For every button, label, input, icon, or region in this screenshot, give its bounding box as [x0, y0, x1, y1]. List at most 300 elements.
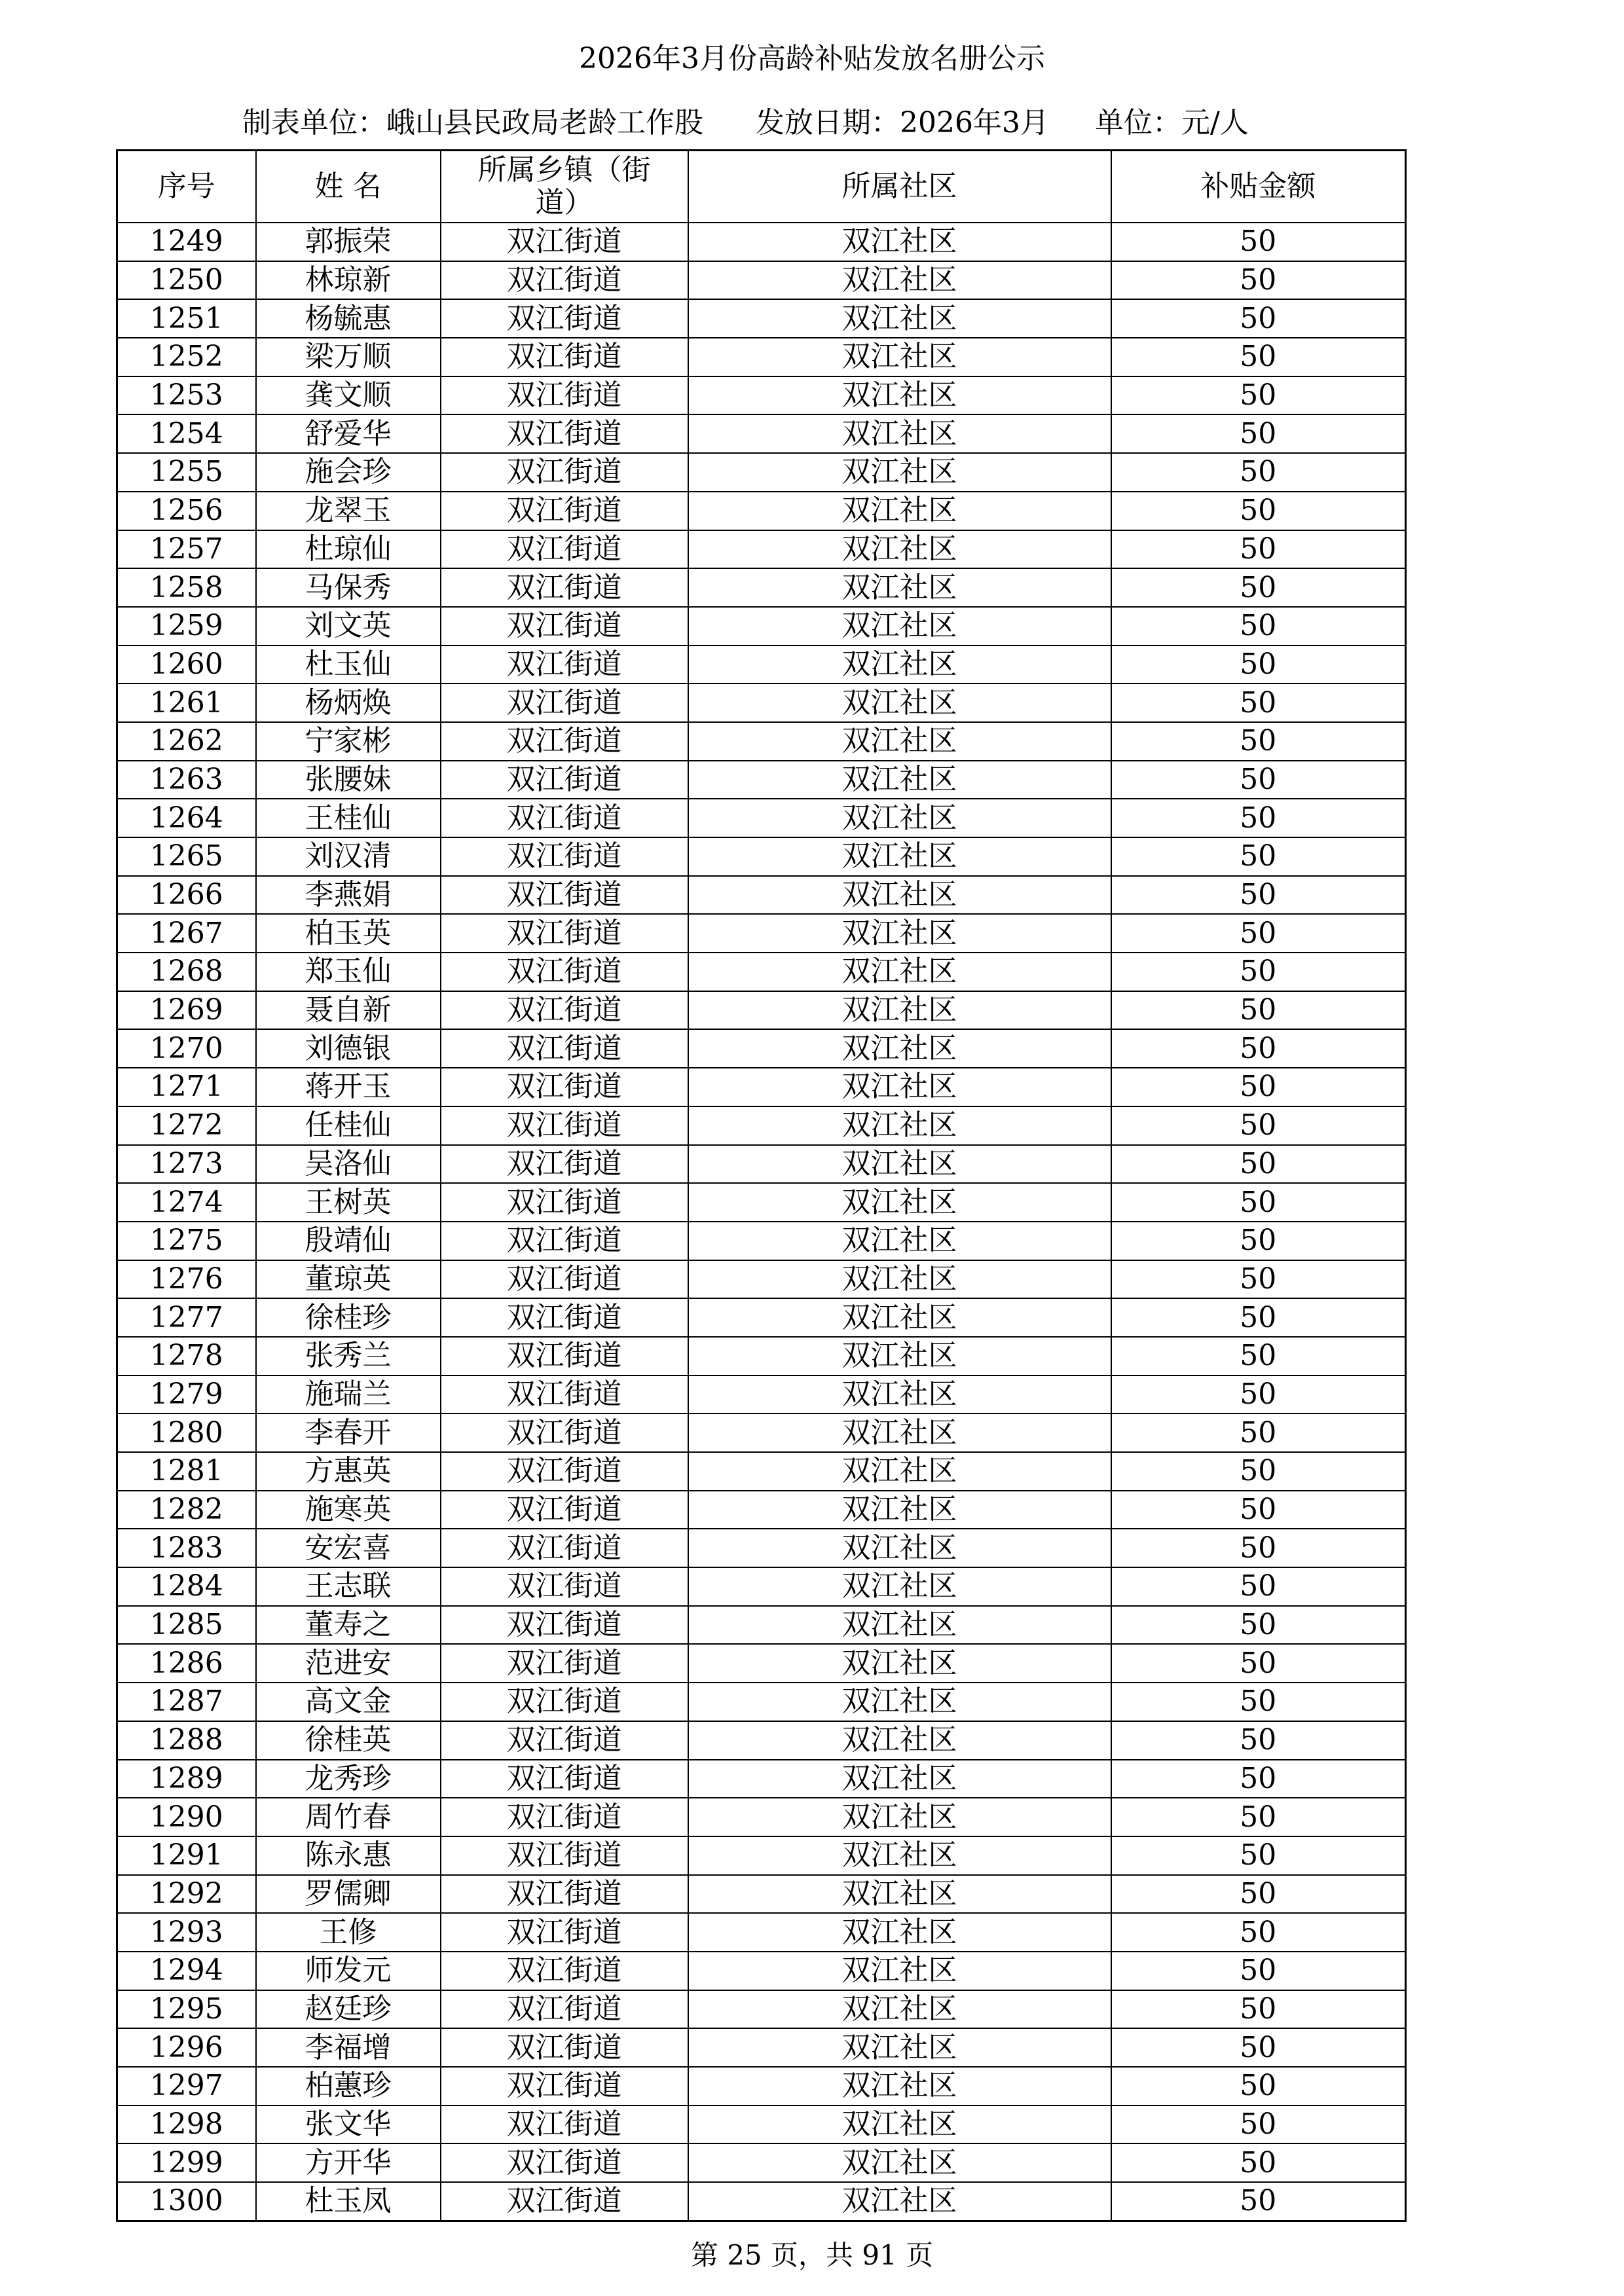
- table-row: [117, 299, 1406, 338]
- table-body: [117, 223, 1406, 2221]
- cell-amount: 50: [1111, 1260, 1406, 1299]
- cell-community: 双江社区: [688, 1260, 1111, 1299]
- cell-township: 双江街道: [441, 1644, 688, 1683]
- cell-name: 赵廷珍: [256, 1990, 441, 2029]
- cell-amount: 50: [1111, 1875, 1406, 1914]
- cell-community: 双江社区: [688, 1452, 1111, 1491]
- header-seq: 序号: [117, 151, 256, 223]
- table-row: [117, 1990, 1406, 2029]
- cell-community: 双江社区: [688, 1952, 1111, 1990]
- cell-township: 双江街道: [441, 876, 688, 915]
- cell-name: 高文金: [256, 1683, 441, 1721]
- cell-seq: 1281: [117, 1452, 256, 1491]
- cell-community: 双江社区: [688, 953, 1111, 991]
- cell-name: 杨炳焕: [256, 683, 441, 722]
- cell-seq: 1297: [117, 2067, 256, 2105]
- cell-seq: 1280: [117, 1413, 256, 1452]
- cell-township: 双江街道: [441, 1337, 688, 1376]
- table-row: [117, 1298, 1406, 1337]
- cell-name: 郑玉仙: [256, 953, 441, 991]
- table-row: [117, 1836, 1406, 1875]
- cell-community: 双江社区: [688, 1836, 1111, 1875]
- header-community: 所属社区: [688, 151, 1111, 223]
- cell-community: 双江社区: [688, 1376, 1111, 1414]
- cell-township: 双江街道: [441, 492, 688, 530]
- cell-amount: 50: [1111, 492, 1406, 530]
- table-row: [117, 1529, 1406, 1567]
- cell-amount: 50: [1111, 722, 1406, 761]
- cell-seq: 1293: [117, 1913, 256, 1952]
- cell-township: 双江街道: [441, 607, 688, 646]
- cell-seq: 1258: [117, 568, 256, 607]
- cell-community: 双江社区: [688, 261, 1111, 300]
- cell-seq: 1257: [117, 530, 256, 569]
- cell-name: 杜玉仙: [256, 646, 441, 684]
- cell-community: 双江社区: [688, 376, 1111, 415]
- table-row: [117, 1068, 1406, 1106]
- cell-township: 双江街道: [441, 799, 688, 837]
- cell-name: 刘德银: [256, 1029, 441, 1068]
- cell-amount: 50: [1111, 2143, 1406, 2182]
- cell-name: 张秀兰: [256, 1337, 441, 1376]
- cell-township: 双江街道: [441, 299, 688, 338]
- cell-township: 双江街道: [441, 223, 688, 261]
- table-row: [117, 223, 1406, 261]
- cell-seq: 1254: [117, 414, 256, 453]
- cell-community: 双江社区: [688, 914, 1111, 953]
- cell-name: 殷靖仙: [256, 1222, 441, 1260]
- table-row: [117, 1798, 1406, 1836]
- cell-seq: 1260: [117, 646, 256, 684]
- cell-township: 双江街道: [441, 1606, 688, 1645]
- cell-seq: 1261: [117, 683, 256, 722]
- cell-amount: 50: [1111, 837, 1406, 876]
- cell-community: 双江社区: [688, 338, 1111, 376]
- cell-community: 双江社区: [688, 1606, 1111, 1645]
- cell-seq: 1255: [117, 453, 256, 492]
- cell-community: 双江社区: [688, 1798, 1111, 1836]
- cell-township: 双江街道: [441, 2182, 688, 2221]
- cell-seq: 1268: [117, 953, 256, 991]
- cell-amount: 50: [1111, 223, 1406, 261]
- cell-township: 双江街道: [441, 1875, 688, 1914]
- cell-community: 双江社区: [688, 837, 1111, 876]
- cell-seq: 1275: [117, 1222, 256, 1260]
- page-number: 第 25 页，共 91 页: [690, 2239, 934, 2271]
- cell-amount: 50: [1111, 2182, 1406, 2221]
- cell-township: 双江街道: [441, 2143, 688, 2182]
- cell-community: 双江社区: [688, 568, 1111, 607]
- cell-amount: 50: [1111, 1029, 1406, 1068]
- cell-amount: 50: [1111, 2067, 1406, 2105]
- cell-township: 双江街道: [441, 1836, 688, 1875]
- table-row: [117, 761, 1406, 799]
- cell-name: 任桂仙: [256, 1106, 441, 1145]
- table-row: [117, 261, 1406, 300]
- cell-amount: 50: [1111, 568, 1406, 607]
- table-header-row: [117, 151, 1406, 223]
- cell-township: 双江街道: [441, 837, 688, 876]
- cell-township: 双江街道: [441, 414, 688, 453]
- table-row: [117, 2105, 1406, 2144]
- cell-amount: 50: [1111, 530, 1406, 569]
- cell-name: 王志联: [256, 1567, 441, 1606]
- cell-amount: 50: [1111, 1413, 1406, 1452]
- cell-name: 宁家彬: [256, 722, 441, 761]
- cell-community: 双江社区: [688, 223, 1111, 261]
- cell-amount: 50: [1111, 1337, 1406, 1376]
- cell-township: 双江街道: [441, 1567, 688, 1606]
- cell-name: 蒋开玉: [256, 1068, 441, 1106]
- cell-township: 双江街道: [441, 2028, 688, 2067]
- cell-township: 双江街道: [441, 1990, 688, 2029]
- cell-name: 马保秀: [256, 568, 441, 607]
- cell-name: 徐桂珍: [256, 1298, 441, 1337]
- cell-seq: 1290: [117, 1798, 256, 1836]
- document-title: 2026年3月份高龄补贴发放名册公示: [579, 42, 1045, 75]
- cell-township: 双江街道: [441, 1913, 688, 1952]
- cell-township: 双江街道: [441, 453, 688, 492]
- cell-amount: 50: [1111, 953, 1406, 991]
- table-row: [117, 991, 1406, 1030]
- cell-name: 郭振荣: [256, 223, 441, 261]
- cell-community: 双江社区: [688, 1298, 1111, 1337]
- table-row: [117, 1260, 1406, 1299]
- cell-township: 双江街道: [441, 1529, 688, 1567]
- cell-name: 刘汉清: [256, 837, 441, 876]
- cell-seq: 1278: [117, 1337, 256, 1376]
- table-row: [117, 1913, 1406, 1952]
- cell-name: 李燕娟: [256, 876, 441, 915]
- cell-township: 双江街道: [441, 991, 688, 1030]
- cell-township: 双江街道: [441, 261, 688, 300]
- cell-amount: 50: [1111, 1990, 1406, 2029]
- cell-seq: 1300: [117, 2182, 256, 2221]
- table-row: [117, 453, 1406, 492]
- cell-name: 柏蕙珍: [256, 2067, 441, 2105]
- table-row: [117, 1376, 1406, 1414]
- cell-name: 施瑞兰: [256, 1376, 441, 1414]
- cell-seq: 1271: [117, 1068, 256, 1106]
- cell-community: 双江社区: [688, 2182, 1111, 2221]
- cell-amount: 50: [1111, 1836, 1406, 1875]
- cell-township: 双江街道: [441, 2105, 688, 2144]
- cell-seq: 1274: [117, 1183, 256, 1222]
- cell-township: 双江街道: [441, 338, 688, 376]
- cell-community: 双江社区: [688, 1875, 1111, 1914]
- cell-seq: 1285: [117, 1606, 256, 1645]
- table-row: [117, 376, 1406, 415]
- cell-township: 双江街道: [441, 1952, 688, 1990]
- table-row: [117, 2028, 1406, 2067]
- cell-township: 双江街道: [441, 683, 688, 722]
- cell-township: 双江街道: [441, 1760, 688, 1798]
- cell-name: 张文华: [256, 2105, 441, 2144]
- cell-community: 双江社区: [688, 2143, 1111, 2182]
- cell-community: 双江社区: [688, 2067, 1111, 2105]
- cell-name: 王树英: [256, 1183, 441, 1222]
- cell-community: 双江社区: [688, 607, 1111, 646]
- table-row: [117, 1337, 1406, 1376]
- cell-community: 双江社区: [688, 1913, 1111, 1952]
- table-row: [117, 1222, 1406, 1260]
- cell-community: 双江社区: [688, 1567, 1111, 1606]
- cell-township: 双江街道: [441, 1222, 688, 1260]
- cell-township: 双江街道: [441, 646, 688, 684]
- cell-name: 范进安: [256, 1644, 441, 1683]
- cell-township: 双江街道: [441, 953, 688, 991]
- cell-seq: 1283: [117, 1529, 256, 1567]
- table-row: [117, 1875, 1406, 1914]
- cell-name: 李春开: [256, 1413, 441, 1452]
- cell-name: 龙秀珍: [256, 1760, 441, 1798]
- cell-seq: 1267: [117, 914, 256, 953]
- cell-name: 徐桂英: [256, 1721, 441, 1760]
- cell-amount: 50: [1111, 646, 1406, 684]
- cell-seq: 1266: [117, 876, 256, 915]
- cell-amount: 50: [1111, 1145, 1406, 1184]
- cell-community: 双江社区: [688, 799, 1111, 837]
- cell-amount: 50: [1111, 453, 1406, 492]
- cell-amount: 50: [1111, 1952, 1406, 1990]
- table-row: [117, 1952, 1406, 1990]
- table-row: [117, 1644, 1406, 1683]
- cell-seq: 1270: [117, 1029, 256, 1068]
- cell-township: 双江街道: [441, 1068, 688, 1106]
- cell-community: 双江社区: [688, 2105, 1111, 2144]
- table-row: [117, 953, 1406, 991]
- cell-amount: 50: [1111, 876, 1406, 915]
- cell-name: 施寒英: [256, 1491, 441, 1529]
- cell-name: 安宏喜: [256, 1529, 441, 1567]
- table-row: [117, 1183, 1406, 1222]
- cell-community: 双江社区: [688, 761, 1111, 799]
- cell-name: 刘文英: [256, 607, 441, 646]
- cell-community: 双江社区: [688, 1183, 1111, 1222]
- cell-community: 双江社区: [688, 1721, 1111, 1760]
- cell-township: 双江街道: [441, 1106, 688, 1145]
- cell-community: 双江社区: [688, 1413, 1111, 1452]
- cell-seq: 1277: [117, 1298, 256, 1337]
- table-row: [117, 1683, 1406, 1721]
- cell-amount: 50: [1111, 1491, 1406, 1529]
- cell-amount: 50: [1111, 799, 1406, 837]
- cell-township: 双江街道: [441, 1298, 688, 1337]
- cell-township: 双江街道: [441, 722, 688, 761]
- table-row: [117, 1721, 1406, 1760]
- cell-township: 双江街道: [441, 914, 688, 953]
- header-township: 所属乡镇（街道）: [441, 151, 688, 223]
- cell-township: 双江街道: [441, 761, 688, 799]
- cell-township: 双江街道: [441, 1452, 688, 1491]
- issuing-unit: 制表单位：峨山县民政局老龄工作股: [242, 106, 703, 139]
- table-row: [117, 338, 1406, 376]
- table-row: [117, 492, 1406, 530]
- cell-seq: 1272: [117, 1106, 256, 1145]
- table-row: [117, 1452, 1406, 1491]
- cell-amount: 50: [1111, 1376, 1406, 1414]
- cell-community: 双江社区: [688, 1529, 1111, 1567]
- table-row: [117, 683, 1406, 722]
- cell-seq: 1269: [117, 991, 256, 1030]
- cell-community: 双江社区: [688, 1760, 1111, 1798]
- table-row: [117, 914, 1406, 953]
- table-row: [117, 876, 1406, 915]
- cell-seq: 1292: [117, 1875, 256, 1914]
- cell-seq: 1249: [117, 223, 256, 261]
- cell-name: 杜琼仙: [256, 530, 441, 569]
- currency-unit: 单位：元/人: [1094, 106, 1249, 139]
- cell-township: 双江街道: [441, 1798, 688, 1836]
- cell-seq: 1262: [117, 722, 256, 761]
- cell-amount: 50: [1111, 683, 1406, 722]
- cell-amount: 50: [1111, 1183, 1406, 1222]
- cell-name: 师发元: [256, 1952, 441, 1990]
- cell-community: 双江社区: [688, 991, 1111, 1030]
- cell-seq: 1291: [117, 1836, 256, 1875]
- cell-amount: 50: [1111, 414, 1406, 453]
- cell-township: 双江街道: [441, 1683, 688, 1721]
- cell-amount: 50: [1111, 376, 1406, 415]
- cell-community: 双江社区: [688, 299, 1111, 338]
- cell-township: 双江街道: [441, 1376, 688, 1414]
- cell-name: 吴洛仙: [256, 1145, 441, 1184]
- cell-community: 双江社区: [688, 646, 1111, 684]
- cell-amount: 50: [1111, 914, 1406, 953]
- cell-amount: 50: [1111, 2105, 1406, 2144]
- issue-date: 发放日期：2026年3月: [756, 106, 1049, 139]
- cell-seq: 1287: [117, 1683, 256, 1721]
- cell-name: 杜玉凤: [256, 2182, 441, 2221]
- cell-township: 双江街道: [441, 1145, 688, 1184]
- cell-township: 双江街道: [441, 1260, 688, 1299]
- cell-seq: 1264: [117, 799, 256, 837]
- cell-seq: 1273: [117, 1145, 256, 1184]
- table-row: [117, 1029, 1406, 1068]
- cell-seq: 1256: [117, 492, 256, 530]
- cell-name: 施会珍: [256, 453, 441, 492]
- cell-seq: 1286: [117, 1644, 256, 1683]
- cell-community: 双江社区: [688, 1106, 1111, 1145]
- cell-amount: 50: [1111, 1222, 1406, 1260]
- cell-community: 双江社区: [688, 492, 1111, 530]
- cell-township: 双江街道: [441, 530, 688, 569]
- cell-community: 双江社区: [688, 1644, 1111, 1683]
- table-row: [117, 722, 1406, 761]
- cell-township: 双江街道: [441, 568, 688, 607]
- cell-amount: 50: [1111, 2028, 1406, 2067]
- cell-seq: 1276: [117, 1260, 256, 1299]
- document-meta: [242, 103, 1249, 143]
- cell-seq: 1279: [117, 1376, 256, 1414]
- table-row: [117, 1567, 1406, 1606]
- cell-seq: 1284: [117, 1567, 256, 1606]
- table-row: [117, 2067, 1406, 2105]
- cell-amount: 50: [1111, 1298, 1406, 1337]
- cell-name: 杨毓惠: [256, 299, 441, 338]
- cell-community: 双江社区: [688, 722, 1111, 761]
- cell-amount: 50: [1111, 607, 1406, 646]
- cell-name: 董琼英: [256, 1260, 441, 1299]
- table-row: [117, 1491, 1406, 1529]
- cell-name: 聂自新: [256, 991, 441, 1030]
- cell-community: 双江社区: [688, 876, 1111, 915]
- cell-amount: 50: [1111, 1721, 1406, 1760]
- header-amount: 补贴金额: [1111, 151, 1406, 223]
- cell-name: 柏玉英: [256, 914, 441, 953]
- cell-seq: 1299: [117, 2143, 256, 2182]
- cell-amount: 50: [1111, 1760, 1406, 1798]
- cell-amount: 50: [1111, 1567, 1406, 1606]
- cell-township: 双江街道: [441, 1721, 688, 1760]
- cell-seq: 1282: [117, 1491, 256, 1529]
- table-row: [117, 1413, 1406, 1452]
- cell-name: 王修: [256, 1913, 441, 1952]
- cell-amount: 50: [1111, 1529, 1406, 1567]
- cell-name: 周竹春: [256, 1798, 441, 1836]
- cell-township: 双江街道: [441, 2067, 688, 2105]
- cell-seq: 1265: [117, 837, 256, 876]
- cell-amount: 50: [1111, 299, 1406, 338]
- cell-seq: 1252: [117, 338, 256, 376]
- cell-name: 龙翠玉: [256, 492, 441, 530]
- cell-community: 双江社区: [688, 1491, 1111, 1529]
- cell-township: 双江街道: [441, 1183, 688, 1222]
- cell-name: 张腰妹: [256, 761, 441, 799]
- cell-seq: 1259: [117, 607, 256, 646]
- cell-seq: 1298: [117, 2105, 256, 2144]
- cell-community: 双江社区: [688, 1683, 1111, 1721]
- cell-name: 李福增: [256, 2028, 441, 2067]
- cell-community: 双江社区: [688, 1068, 1111, 1106]
- cell-township: 双江街道: [441, 1491, 688, 1529]
- table-row: [117, 414, 1406, 453]
- table-row: [117, 646, 1406, 684]
- cell-amount: 50: [1111, 261, 1406, 300]
- cell-community: 双江社区: [688, 1990, 1111, 2029]
- cell-name: 龚文顺: [256, 376, 441, 415]
- cell-amount: 50: [1111, 1452, 1406, 1491]
- cell-amount: 50: [1111, 1644, 1406, 1683]
- cell-amount: 50: [1111, 1913, 1406, 1952]
- table-row: [117, 1606, 1406, 1645]
- header-name: 姓 名: [256, 151, 441, 223]
- cell-amount: 50: [1111, 1068, 1406, 1106]
- cell-community: 双江社区: [688, 683, 1111, 722]
- table-row: [117, 799, 1406, 837]
- cell-township: 双江街道: [441, 376, 688, 415]
- table-row: [117, 1106, 1406, 1145]
- cell-name: 方惠英: [256, 1452, 441, 1491]
- cell-amount: 50: [1111, 1683, 1406, 1721]
- cell-township: 双江街道: [441, 1029, 688, 1068]
- cell-name: 罗儒卿: [256, 1875, 441, 1914]
- table-row: [117, 1145, 1406, 1184]
- table-row: [117, 2143, 1406, 2182]
- cell-seq: 1250: [117, 261, 256, 300]
- cell-amount: 50: [1111, 991, 1406, 1030]
- table-row: [117, 837, 1406, 876]
- cell-seq: 1296: [117, 2028, 256, 2067]
- cell-seq: 1295: [117, 1990, 256, 2029]
- cell-amount: 50: [1111, 1798, 1406, 1836]
- cell-amount: 50: [1111, 1106, 1406, 1145]
- cell-amount: 50: [1111, 338, 1406, 376]
- subsidy-register-table: [116, 149, 1407, 2222]
- table-row: [117, 568, 1406, 607]
- table-row: [117, 530, 1406, 569]
- cell-amount: 50: [1111, 1606, 1406, 1645]
